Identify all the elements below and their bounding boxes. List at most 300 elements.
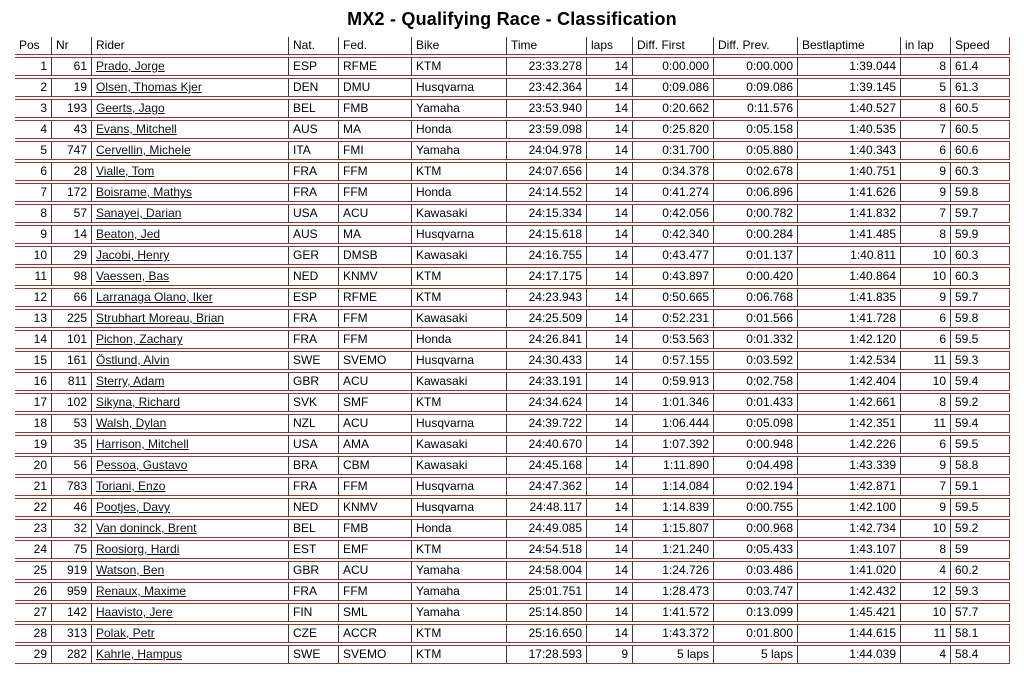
table-row	[15, 645, 1010, 664]
cell-nr: 53	[52, 414, 92, 433]
cell-rider-link[interactable]: Polak, Petr	[92, 624, 289, 643]
cell-pos: 6	[15, 162, 52, 181]
col-header-diff-first: Diff. First	[633, 37, 714, 55]
table-row	[15, 519, 1010, 538]
cell-speed: 60.2	[951, 561, 1010, 580]
header-row	[15, 37, 1010, 55]
cell-diff-first: 0:43.477	[633, 246, 714, 265]
cell-bike: Husqvarna	[412, 414, 507, 433]
cell-in-lap: 12	[901, 582, 951, 601]
cell-nr: 32	[52, 519, 92, 538]
cell-speed: 59.4	[951, 414, 1010, 433]
table-row	[15, 414, 1010, 433]
cell-nat: FRA	[289, 477, 339, 496]
cell-diff-first: 0:31.700	[633, 141, 714, 160]
cell-bestlaptime: 1:43.339	[798, 456, 901, 475]
cell-nat: BEL	[289, 99, 339, 118]
cell-speed: 60.3	[951, 267, 1010, 286]
cell-pos: 24	[15, 540, 52, 559]
cell-in-lap: 6	[901, 435, 951, 454]
cell-diff-first: 0:20.662	[633, 99, 714, 118]
cell-laps: 14	[587, 540, 633, 559]
cell-diff-first: 1:07.392	[633, 435, 714, 454]
cell-bike: KTM	[412, 57, 507, 76]
cell-nr: 98	[52, 267, 92, 286]
cell-bestlaptime: 1:40.864	[798, 267, 901, 286]
cell-pos: 28	[15, 624, 52, 643]
cell-time: 24:14.552	[507, 183, 587, 202]
cell-bike: Yamaha	[412, 603, 507, 622]
cell-rider-link[interactable]: Sterry, Adam	[92, 372, 289, 391]
cell-rider-link[interactable]: Pichon, Zachary	[92, 330, 289, 349]
cell-pos: 7	[15, 183, 52, 202]
cell-diff-first: 0:42.056	[633, 204, 714, 223]
cell-laps: 14	[587, 456, 633, 475]
cell-time: 24:17.175	[507, 267, 587, 286]
cell-bike: KTM	[412, 288, 507, 307]
cell-nr: 193	[52, 99, 92, 118]
table-row	[15, 57, 1010, 76]
cell-in-lap: 9	[901, 456, 951, 475]
cell-laps: 14	[587, 582, 633, 601]
cell-pos: 16	[15, 372, 52, 391]
cell-bike: KTM	[412, 624, 507, 643]
cell-rider-link[interactable]: Van doninck, Brent	[92, 519, 289, 538]
cell-fed: SML	[339, 603, 412, 622]
cell-laps: 14	[587, 372, 633, 391]
cell-laps: 14	[587, 120, 633, 139]
cell-nr: 75	[52, 540, 92, 559]
col-header-speed: Speed	[951, 37, 1010, 55]
cell-rider-link[interactable]: Haavisto, Jere	[92, 603, 289, 622]
table-row	[15, 288, 1010, 307]
cell-laps: 14	[587, 603, 633, 622]
cell-nr: 313	[52, 624, 92, 643]
cell-bike: Kawasaki	[412, 435, 507, 454]
cell-pos: 1	[15, 57, 52, 76]
cell-pos: 3	[15, 99, 52, 118]
cell-rider-link[interactable]: Jacobi, Henry	[92, 246, 289, 265]
cell-rider-link[interactable]: Walsh, Dylan	[92, 414, 289, 433]
cell-pos: 2	[15, 78, 52, 97]
table-row	[15, 120, 1010, 139]
cell-laps: 14	[587, 309, 633, 328]
cell-diff-prev: 0:02.194	[714, 477, 798, 496]
cell-pos: 25	[15, 561, 52, 580]
cell-bike: Husqvarna	[412, 477, 507, 496]
table-row	[15, 561, 1010, 580]
cell-pos: 15	[15, 351, 52, 370]
cell-diff-prev: 0:05.880	[714, 141, 798, 160]
cell-rider-link[interactable]: Sanayei, Darian	[92, 204, 289, 223]
cell-bestlaptime: 1:41.835	[798, 288, 901, 307]
cell-pos: 14	[15, 330, 52, 349]
cell-rider-link[interactable]: Vaessen, Bas	[92, 267, 289, 286]
cell-time: 24:49.085	[507, 519, 587, 538]
cell-time: 24:47.362	[507, 477, 587, 496]
cell-time: 24:16.755	[507, 246, 587, 265]
col-header-rider: Rider	[92, 37, 289, 55]
table-row	[15, 372, 1010, 391]
cell-in-lap: 7	[901, 204, 951, 223]
cell-nr: 101	[52, 330, 92, 349]
cell-bike: Yamaha	[412, 582, 507, 601]
cell-nat: AUS	[289, 225, 339, 244]
cell-speed: 59.3	[951, 582, 1010, 601]
cell-bestlaptime: 1:44.039	[798, 645, 901, 664]
cell-in-lap: 10	[901, 372, 951, 391]
cell-rider-link[interactable]: Strubhart Moreau, Brian	[92, 309, 289, 328]
cell-diff-prev: 0:00.000	[714, 57, 798, 76]
cell-laps: 14	[587, 393, 633, 412]
cell-nat: BRA	[289, 456, 339, 475]
cell-diff-prev: 0:06.768	[714, 288, 798, 307]
cell-in-lap: 10	[901, 267, 951, 286]
cell-bestlaptime: 1:41.626	[798, 183, 901, 202]
cell-laps: 14	[587, 288, 633, 307]
cell-time: 23:53.940	[507, 99, 587, 118]
cell-diff-prev: 0:02.678	[714, 162, 798, 181]
cell-diff-prev: 0:03.747	[714, 582, 798, 601]
cell-pos: 13	[15, 309, 52, 328]
cell-diff-prev: 0:00.420	[714, 267, 798, 286]
cell-nr: 61	[52, 57, 92, 76]
cell-bestlaptime: 1:42.351	[798, 414, 901, 433]
cell-diff-first: 1:06.444	[633, 414, 714, 433]
cell-time: 24:07.656	[507, 162, 587, 181]
cell-nr: 282	[52, 645, 92, 664]
cell-diff-prev: 0:01.800	[714, 624, 798, 643]
cell-bike: Husqvarna	[412, 498, 507, 517]
cell-bestlaptime: 1:42.120	[798, 330, 901, 349]
cell-laps: 14	[587, 99, 633, 118]
cell-diff-prev: 0:05.098	[714, 414, 798, 433]
cell-nr: 783	[52, 477, 92, 496]
cell-nr: 14	[52, 225, 92, 244]
cell-laps: 14	[587, 519, 633, 538]
cell-bestlaptime: 1:41.832	[798, 204, 901, 223]
cell-speed: 59.5	[951, 435, 1010, 454]
cell-bestlaptime: 1:42.100	[798, 498, 901, 517]
cell-rider-link[interactable]: Boisrame, Mathys	[92, 183, 289, 202]
cell-nr: 919	[52, 561, 92, 580]
cell-bike: Yamaha	[412, 141, 507, 160]
cell-pos: 8	[15, 204, 52, 223]
cell-fed: FFM	[339, 477, 412, 496]
cell-nat: SVK	[289, 393, 339, 412]
cell-nat: FRA	[289, 330, 339, 349]
cell-nat: ESP	[289, 288, 339, 307]
table-row	[15, 477, 1010, 496]
cell-laps: 14	[587, 141, 633, 160]
cell-bestlaptime: 1:42.734	[798, 519, 901, 538]
cell-nat: FRA	[289, 183, 339, 202]
cell-laps: 14	[587, 204, 633, 223]
cell-laps: 14	[587, 246, 633, 265]
cell-bestlaptime: 1:39.044	[798, 57, 901, 76]
cell-time: 25:14.850	[507, 603, 587, 622]
col-header-time: Time	[507, 37, 587, 55]
cell-speed: 59.7	[951, 288, 1010, 307]
cell-rider-link[interactable]: Watson, Ben	[92, 561, 289, 580]
cell-time: 24:15.618	[507, 225, 587, 244]
cell-in-lap: 6	[901, 309, 951, 328]
table-row	[15, 99, 1010, 118]
cell-in-lap: 4	[901, 561, 951, 580]
cell-diff-prev: 0:03.592	[714, 351, 798, 370]
cell-time: 24:34.624	[507, 393, 587, 412]
cell-time: 24:40.670	[507, 435, 587, 454]
page-title: MX2 - Qualifying Race - Classification	[347, 9, 677, 29]
cell-fed: ACU	[339, 372, 412, 391]
cell-bestlaptime: 1:40.527	[798, 99, 901, 118]
cell-diff-first: 1:15.807	[633, 519, 714, 538]
cell-laps: 14	[587, 498, 633, 517]
cell-rider-link[interactable]: Renaux, Maxime	[92, 582, 289, 601]
cell-fed: RFME	[339, 57, 412, 76]
cell-rider-link[interactable]: Östlund, Alvin	[92, 351, 289, 370]
cell-diff-prev: 0:00.284	[714, 225, 798, 244]
cell-nr: 225	[52, 309, 92, 328]
cell-pos: 4	[15, 120, 52, 139]
table-row	[15, 246, 1010, 265]
cell-time: 24:54.518	[507, 540, 587, 559]
cell-bike: KTM	[412, 540, 507, 559]
cell-bike: Yamaha	[412, 561, 507, 580]
cell-nat: ITA	[289, 141, 339, 160]
cell-rider-link[interactable]: Roosiorg, Hardi	[92, 540, 289, 559]
cell-fed: KNMV	[339, 267, 412, 286]
cell-fed: FFM	[339, 162, 412, 181]
cell-in-lap: 9	[901, 498, 951, 517]
classification-table	[15, 35, 1010, 666]
cell-fed: RFME	[339, 288, 412, 307]
table-row	[15, 498, 1010, 517]
cell-diff-first: 1:24.726	[633, 561, 714, 580]
cell-fed: SVEMO	[339, 351, 412, 370]
cell-rider-link[interactable]: Kahrle, Hampus	[92, 645, 289, 664]
cell-fed: CBM	[339, 456, 412, 475]
cell-nr: 46	[52, 498, 92, 517]
cell-in-lap: 7	[901, 477, 951, 496]
cell-bike: Husqvarna	[412, 351, 507, 370]
cell-bestlaptime: 1:42.404	[798, 372, 901, 391]
table-row	[15, 204, 1010, 223]
cell-pos: 21	[15, 477, 52, 496]
cell-speed: 58.8	[951, 456, 1010, 475]
cell-laps: 14	[587, 183, 633, 202]
cell-bestlaptime: 1:40.751	[798, 162, 901, 181]
cell-pos: 22	[15, 498, 52, 517]
cell-fed: FFM	[339, 309, 412, 328]
cell-nat: AUS	[289, 120, 339, 139]
cell-nr: 66	[52, 288, 92, 307]
cell-rider-link[interactable]: Olsen, Thomas Kjer	[92, 78, 289, 97]
col-header-nr: Nr	[52, 37, 92, 55]
cell-time: 24:45.168	[507, 456, 587, 475]
table-row	[15, 225, 1010, 244]
cell-diff-first: 1:14.839	[633, 498, 714, 517]
cell-in-lap: 9	[901, 183, 951, 202]
cell-in-lap: 11	[901, 351, 951, 370]
cell-diff-prev: 0:01.566	[714, 309, 798, 328]
cell-fed: SMF	[339, 393, 412, 412]
cell-pos: 18	[15, 414, 52, 433]
cell-nr: 28	[52, 162, 92, 181]
col-header-in-lap: in lap	[901, 37, 951, 55]
cell-speed: 60.5	[951, 120, 1010, 139]
cell-bike: Kawasaki	[412, 309, 507, 328]
cell-bike: Honda	[412, 519, 507, 538]
table-row	[15, 162, 1010, 181]
cell-laps: 14	[587, 624, 633, 643]
cell-laps: 14	[587, 267, 633, 286]
cell-diff-prev: 0:06.896	[714, 183, 798, 202]
col-header-nat: Nat.	[289, 37, 339, 55]
cell-bestlaptime: 1:39.145	[798, 78, 901, 97]
cell-rider-link[interactable]: Harrison, Mitchell	[92, 435, 289, 454]
cell-speed: 59.8	[951, 309, 1010, 328]
cell-rider-link[interactable]: Larranaga Olano, Iker	[92, 288, 289, 307]
cell-diff-prev: 0:01.137	[714, 246, 798, 265]
cell-nr: 811	[52, 372, 92, 391]
cell-diff-prev: 0:11.576	[714, 99, 798, 118]
cell-bestlaptime: 1:40.343	[798, 141, 901, 160]
cell-diff-first: 0:34.378	[633, 162, 714, 181]
cell-rider-link[interactable]: Sikyna, Richard	[92, 393, 289, 412]
cell-fed: FMB	[339, 519, 412, 538]
cell-fed: SVEMO	[339, 645, 412, 664]
cell-diff-prev: 0:04.498	[714, 456, 798, 475]
cell-nat: FRA	[289, 162, 339, 181]
cell-nr: 35	[52, 435, 92, 454]
cell-bike: Honda	[412, 183, 507, 202]
cell-time: 17:28.593	[507, 645, 587, 664]
cell-bestlaptime: 1:41.485	[798, 225, 901, 244]
cell-bike: Kawasaki	[412, 246, 507, 265]
cell-rider-link[interactable]: Pootjes, Davy	[92, 498, 289, 517]
cell-speed: 59.2	[951, 393, 1010, 412]
cell-speed: 60.6	[951, 141, 1010, 160]
cell-pos: 9	[15, 225, 52, 244]
cell-time: 25:16.650	[507, 624, 587, 643]
cell-in-lap: 10	[901, 519, 951, 538]
cell-speed: 59.3	[951, 351, 1010, 370]
cell-rider-link[interactable]: Pessoa, Gustavo	[92, 456, 289, 475]
cell-diff-first: 0:53.563	[633, 330, 714, 349]
cell-rider-link[interactable]: Toriani, Enzo	[92, 477, 289, 496]
cell-time: 23:33.278	[507, 57, 587, 76]
col-header-fed: Fed.	[339, 37, 412, 55]
cell-rider-link[interactable]: Vialle, Tom	[92, 162, 289, 181]
cell-nat: NED	[289, 267, 339, 286]
cell-bike: Kawasaki	[412, 204, 507, 223]
cell-nr: 43	[52, 120, 92, 139]
cell-fed: EMF	[339, 540, 412, 559]
cell-bestlaptime: 1:41.020	[798, 561, 901, 580]
cell-diff-first: 1:11.890	[633, 456, 714, 475]
cell-diff-prev: 0:02.758	[714, 372, 798, 391]
cell-bike: KTM	[412, 267, 507, 286]
cell-pos: 12	[15, 288, 52, 307]
cell-in-lap: 9	[901, 288, 951, 307]
cell-pos: 23	[15, 519, 52, 538]
cell-speed: 61.4	[951, 57, 1010, 76]
cell-time: 23:42.364	[507, 78, 587, 97]
cell-rider-link[interactable]: Prado, Jorge	[92, 57, 289, 76]
cell-fed: KNMV	[339, 498, 412, 517]
cell-bike: Yamaha	[412, 99, 507, 118]
cell-rider-link[interactable]: Cervellin, Michele	[92, 141, 289, 160]
cell-bestlaptime: 1:42.432	[798, 582, 901, 601]
cell-speed: 60.5	[951, 99, 1010, 118]
cell-pos: 19	[15, 435, 52, 454]
cell-laps: 14	[587, 330, 633, 349]
table-row	[15, 540, 1010, 559]
cell-nat: USA	[289, 435, 339, 454]
cell-nat: FRA	[289, 309, 339, 328]
table-row	[15, 624, 1010, 643]
cell-fed: MA	[339, 225, 412, 244]
cell-rider-link[interactable]: Beaton, Jed	[92, 225, 289, 244]
cell-laps: 14	[587, 57, 633, 76]
cell-fed: FFM	[339, 582, 412, 601]
cell-nr: 29	[52, 246, 92, 265]
cell-diff-first: 1:28.473	[633, 582, 714, 601]
cell-nat: CZE	[289, 624, 339, 643]
col-header-bestlaptime: Bestlaptime	[798, 37, 901, 55]
cell-in-lap: 6	[901, 330, 951, 349]
table-row	[15, 582, 1010, 601]
cell-diff-prev: 0:03.486	[714, 561, 798, 580]
cell-laps: 14	[587, 78, 633, 97]
cell-rider-link[interactable]: Evans, Mitchell	[92, 120, 289, 139]
cell-bike: KTM	[412, 393, 507, 412]
cell-nat: SWE	[289, 351, 339, 370]
cell-speed: 58.1	[951, 624, 1010, 643]
cell-diff-prev: 0:00.948	[714, 435, 798, 454]
cell-nat: EST	[289, 540, 339, 559]
cell-rider-link[interactable]: Geerts, Jago	[92, 99, 289, 118]
cell-speed: 59.4	[951, 372, 1010, 391]
cell-time: 24:15.334	[507, 204, 587, 223]
cell-bike: Husqvarna	[412, 225, 507, 244]
cell-time: 24:30.433	[507, 351, 587, 370]
cell-diff-prev: 0:05.433	[714, 540, 798, 559]
cell-nat: NZL	[289, 414, 339, 433]
cell-nr: 747	[52, 141, 92, 160]
cell-bestlaptime: 1:45.421	[798, 603, 901, 622]
cell-in-lap: 8	[901, 57, 951, 76]
cell-diff-prev: 0:13.099	[714, 603, 798, 622]
cell-diff-prev: 0:05.158	[714, 120, 798, 139]
cell-time: 23:59.098	[507, 120, 587, 139]
cell-fed: FFM	[339, 183, 412, 202]
cell-diff-first: 0:41.274	[633, 183, 714, 202]
cell-bike: Kawasaki	[412, 456, 507, 475]
cell-diff-first: 1:01.346	[633, 393, 714, 412]
cell-in-lap: 9	[901, 162, 951, 181]
cell-nat: SWE	[289, 645, 339, 664]
cell-bike: Honda	[412, 330, 507, 349]
cell-bestlaptime: 1:41.728	[798, 309, 901, 328]
cell-time: 24:48.117	[507, 498, 587, 517]
cell-time: 24:04.978	[507, 141, 587, 160]
cell-pos: 11	[15, 267, 52, 286]
cell-fed: FMB	[339, 99, 412, 118]
cell-diff-prev: 0:01.433	[714, 393, 798, 412]
cell-bestlaptime: 1:42.534	[798, 351, 901, 370]
